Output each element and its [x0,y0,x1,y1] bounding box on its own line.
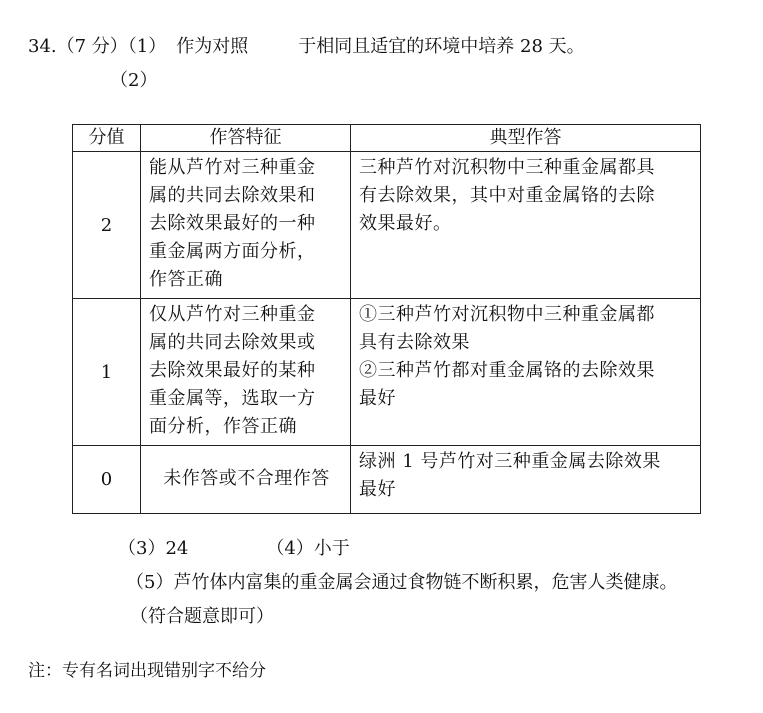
feature-line: 去除效果最好的一种 [149,213,316,234]
question-header [28,36,585,58]
sub5-note: （符合题意即可） [130,606,274,627]
sub3-sub4-answers [118,538,350,560]
scoring-rubric-table [72,124,701,514]
table-row [73,299,701,446]
answer-line: 三种芦竹对沉积物中三种重金属都具 [359,157,655,178]
table-header-row [73,125,701,152]
row-feature [141,152,351,299]
feature-line: 仅从芦竹对三种重金 [149,304,316,325]
sub4-answer: （4）小于 [266,538,350,559]
feature-line: 属的共同去除效果或 [149,332,316,353]
grading-note: 注：专有名词出现错别字不给分 [28,661,266,681]
feature-line: 作答正确 [149,269,223,290]
feature-line: 重金属等，选取一方 [149,388,316,409]
row-answer [351,299,701,446]
question-number: 34.（7 分）（1） [28,36,167,57]
row-score: 2 [73,152,141,299]
answer-line: 绿洲 1 号芦竹对三种重金属去除效果 [359,451,661,472]
row-score: 1 [73,299,141,446]
sub5-answer: （5）芦竹体内富集的重金属会通过食物链不断积累，危害人类健康。 [126,572,678,593]
feature-line: 去除效果最好的某种 [149,360,316,381]
sub1-part-a: 作为对照 [176,36,249,57]
answer-line: 效果最好。 [359,213,452,234]
answer-line: ②三种芦竹都对重金属铬的去除效果 [359,360,655,381]
feature-line: 面分析，作答正确 [149,416,297,437]
feature-line: 能从芦竹对三种重金 [149,157,316,178]
answer-line: 最好 [359,388,396,409]
feature-line: 重金属两方面分析， [149,241,316,262]
answer-line: 具有去除效果 [359,332,470,353]
row-feature [141,299,351,446]
table-row [73,152,701,299]
feature-line: 属的共同去除效果和 [149,185,316,206]
answer-line: 有去除效果，其中对重金属铬的去除 [359,185,655,206]
row-score: 0 [73,446,141,514]
sub2-label: （2） [110,70,158,91]
sub3-answer: （3）24 [118,538,189,559]
answer-line: ①三种芦竹对沉积物中三种重金属都 [359,304,655,325]
answer-line: 最好 [359,479,396,500]
row-feature [141,446,351,514]
feature-line: 未作答或不合理作答 [163,467,330,489]
header-score: 分值 [73,125,141,152]
row-answer [351,446,701,514]
header-feature: 作答特征 [141,125,351,152]
header-answer: 典型作答 [351,125,701,152]
row-answer [351,152,701,299]
table-row [73,446,701,514]
sub1-part-b: 于相同且适宜的环境中培养 28 天。 [298,36,585,57]
